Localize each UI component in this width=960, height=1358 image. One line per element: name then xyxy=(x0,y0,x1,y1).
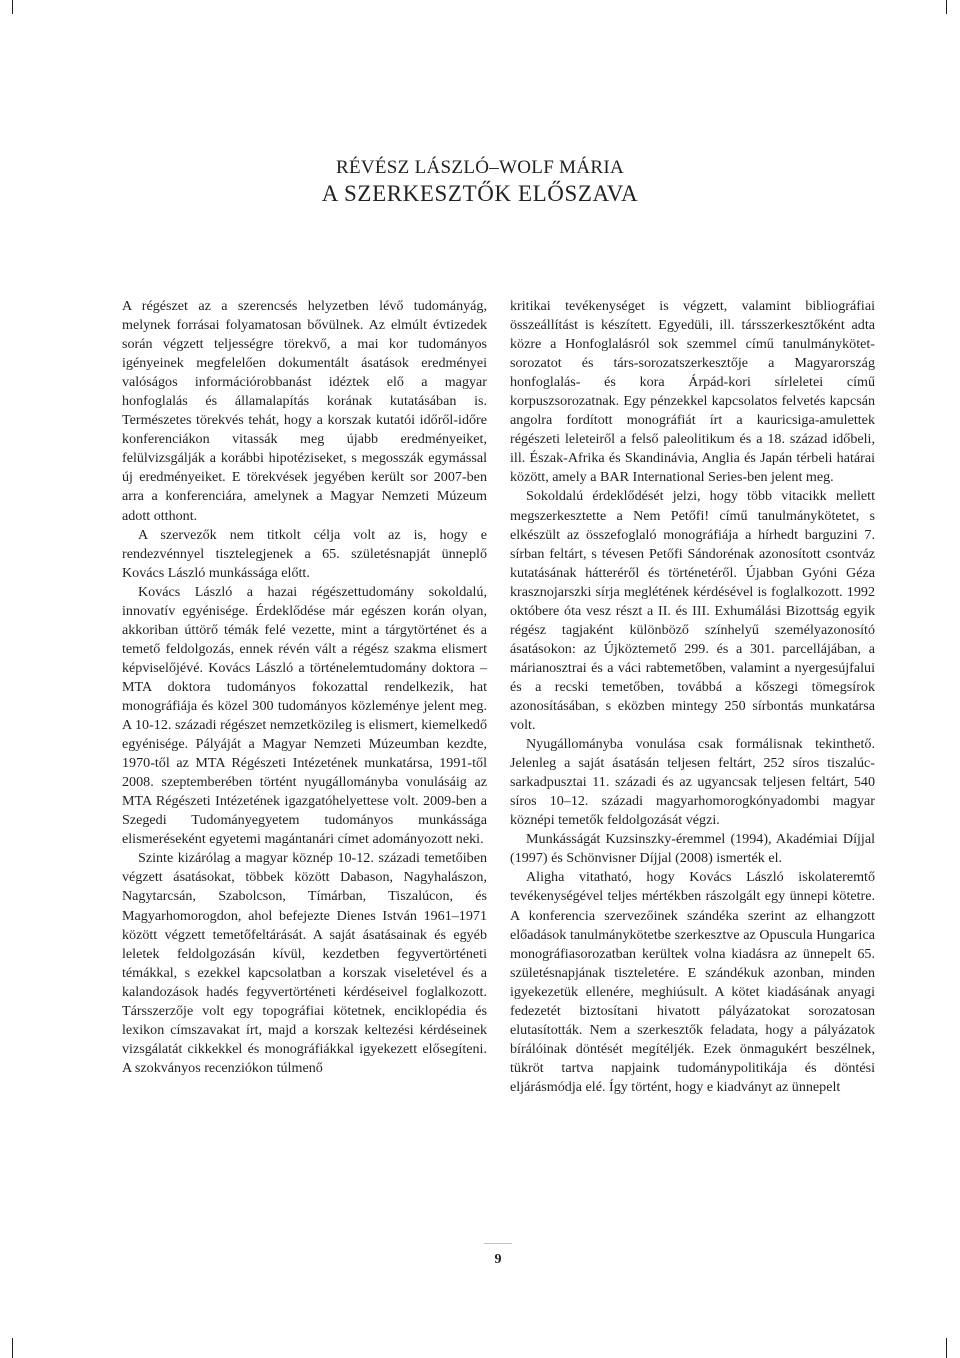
paragraph: Munkásságát Kuzsinszky-éremmel (1994), Akadémiai Díjjal (1997) és Schönvisner Díjjal (2008) ismerték el. xyxy=(510,831,875,867)
page-number-rule xyxy=(484,1243,512,1244)
crop-mark-bottom-left xyxy=(12,1338,13,1358)
crop-mark-top-right xyxy=(946,0,947,14)
paragraph: A szervezők nem titkolt célja volt az is, hogy e rendezvénnyel tisztelegjenek a 65. születésnapját ünneplő Kovács László munkássága előtt. xyxy=(122,526,487,581)
paragraph: kritikai tevékenységet is végzett, valamint bibliográfiai összeállítást is készített. Egyedüli, ill. társszerkesztőként adta közre a Honfoglalásról sok szemmel című tanulmánykötet-sorozatot és társ-sorozatszerkesztője a Magyarország honfoglalás- és kora Árpád-kori sírleletei című korpuszsorozatnak. Egy pénzekkel kapcsolatos felvetés kapcsán angolra fordított monográfiát írt a kauricsiga-amulettek régészeti leleteiről a felső paleolitikum és a 18. század időbeli, ill. Észak-Afrika és Skandinávia, Anglia és Japán térbeli határai között, amely a BAR International Series-ben jelent meg. xyxy=(510,298,875,486)
paragraph: Nyugállományba vonulása csak formálisnak tekinthető. Jelenleg a saját ásatásán teljesen feltárt, 252 síros tiszalúc-sarkadpusztai 11. századi és az ugyancsak teljesen feltárt, 540 síros 10–12. századi magyarhomorogkónyadombi magyar köznépi temetők feldolgozását végzi. xyxy=(510,736,875,829)
crop-mark-bottom-right xyxy=(946,1338,947,1358)
paragraph: A régészet az a szerencsés helyzetben lévő tudományág, melynek forrásai folyamatosan bővülnek. Az elmúlt évtizedek során végzett teljességre törekvő, a mai kor tudományos igényeinek megfelelően dokumentált ásatások eredményei valóságos információrobbanást idéztek elő a magyar honfoglalás és államalapítás korának kutatásában is. Természetes törekvés tehát, hogy a korszak kutatói időről-időre konferenciákon vitassák meg újabb eredményeiket, felülvizsgálják a korábbi hipotéziseket, s megosszák egymással új eredményeiket. E törekvések jegyében került sor 2007-ben arra a konferenciára, amelynek a Magyar Nemzeti Múzeum adott otthont. xyxy=(122,298,487,524)
page-title: A SZERKESZTŐK ELŐSZAVA xyxy=(321,181,639,206)
page-number: 9 xyxy=(494,1252,502,1267)
authors-heading: RÉVÉSZ LÁSZLÓ–WOLF MÁRIA xyxy=(336,157,624,178)
crop-mark-top-left xyxy=(12,0,13,14)
paragraph: Kovács László a hazai régészettudomány sokoldalú, innovatív egyénisége. Érdeklődése már egészen korán olyan, akkoriban úttörő témák felé vezette, mint a tárgytörténet és a temető feldolgozás, ennek révén vált a régész szakma elismert képviselőjévé. Kovács László a történelemtudomány doktora – MTA doktora tudományos fokozattal rendelkezik, hat monográfiája és közel 300 tudományos közleménye jelent meg. A 10-12. századi régészet nemzetközileg is elismert, kiemelkedő egyénisége. Pályáját a Magyar Nemzeti Múzeumban kezdte, 1970-től az MTA Régészeti Intézetének munkatársa, 1991-től 2008. szeptemberében történt nyugállományba vonulásáig az MTA Régészeti Intézetének igazgatóhelyettese volt. 2009-ben a Szegedi Tudományegyetem tudományos munkássága elismeréseként egyetemi magántanári címet adományozott neki. xyxy=(122,583,487,848)
paragraph: Aligha vitatható, hogy Kovács László iskolateremtő tevékenységével teljes mértékben rászolgált egy ünnepi kötetre. A konferencia szervezőinek szándéka szerint az elhangzott előadások tanulmánykötetbe szerkesztve az Opuscula Hungarica monográfiasorozatban kerültek volna kiadásra az ünnepelt 65. születésnapjának tiszteletére. E szándékuk azonban, minden igyekezetük ellenére, meghiúsult. A kötet kiadásának anyagi fedezetét biztosítani hivatott pályázatokat sorozatosan elutasították. Nem a szerkesztők feladata, hogy a pályázatok bírálóinak döntését megítéljék. Ezek önmagukért beszélnek, tükröt tartva napjaink tudománypolitikája és döntési eljárásmódja elé. Így történt, hogy e kiadványt az ünnepelt xyxy=(510,869,875,1095)
paragraph: Sokoldalú érdeklődését jelzi, hogy több vitacikk mellett megszerkesztette a Nem Petőfi! című tanulmánykötetet, s elkészült az összefoglaló monográfiája a hírhedt barguzini 7. sírban feltárt, s tévesen Petőfi Sándorénak azonosított csontváz kutatásának hátteréről és történetéről. Újabban Gyóni Géza krasznojarszki sírja meglétének kérdésével is foglalkozott. 1992 októbere óta vesz részt a II. és III. Exhumálási Bizottság egyik régész tagjaként különböző színhelyű személyazonosító ásatásokon: az Újköztemető 299. és a 301. parcellájában, a márianosztrai és a váci rabtemetőben, valamint a nyergesújfalui és a recski temetőben, továbbá a kőszegi tömegsírok azonosításában, s eközben mintegy 250 sírbontás munkatársa volt. xyxy=(510,488,875,734)
paragraph: Szinte kizárólag a magyar köznép 10-12. századi temetőiben végzett ásatásokat, többek között Dabason, Nagyhalászon, Nagytarcsán, Szabolcson, Tímárban, Tiszalúcon, és Magyarhomorogdon, ahol befejezte Dienes István 1961–1971 között végzett temetőfeltárását. A saját ásatásainak és egyéb leletek feldolgozásán kívül, kezdetben fegyvertörténeti témákkal, s ezekkel kapcsolatban a korszak viseletével és a kalandozások hadés fegyvertörténeti kérdéseivel foglalkozott. Társszerzője volt egy topográfiai kötetnek, enciklopédia és lexikon címszavakat írt, majd a korszak keltezési kérdéseinek vizsgálatát cikkekkel és monográfiákkal igyekezett elősegíteni. A szokványos recenziókon túlmenő xyxy=(122,850,487,1076)
left-column xyxy=(122,297,487,1078)
right-column xyxy=(510,297,875,1097)
